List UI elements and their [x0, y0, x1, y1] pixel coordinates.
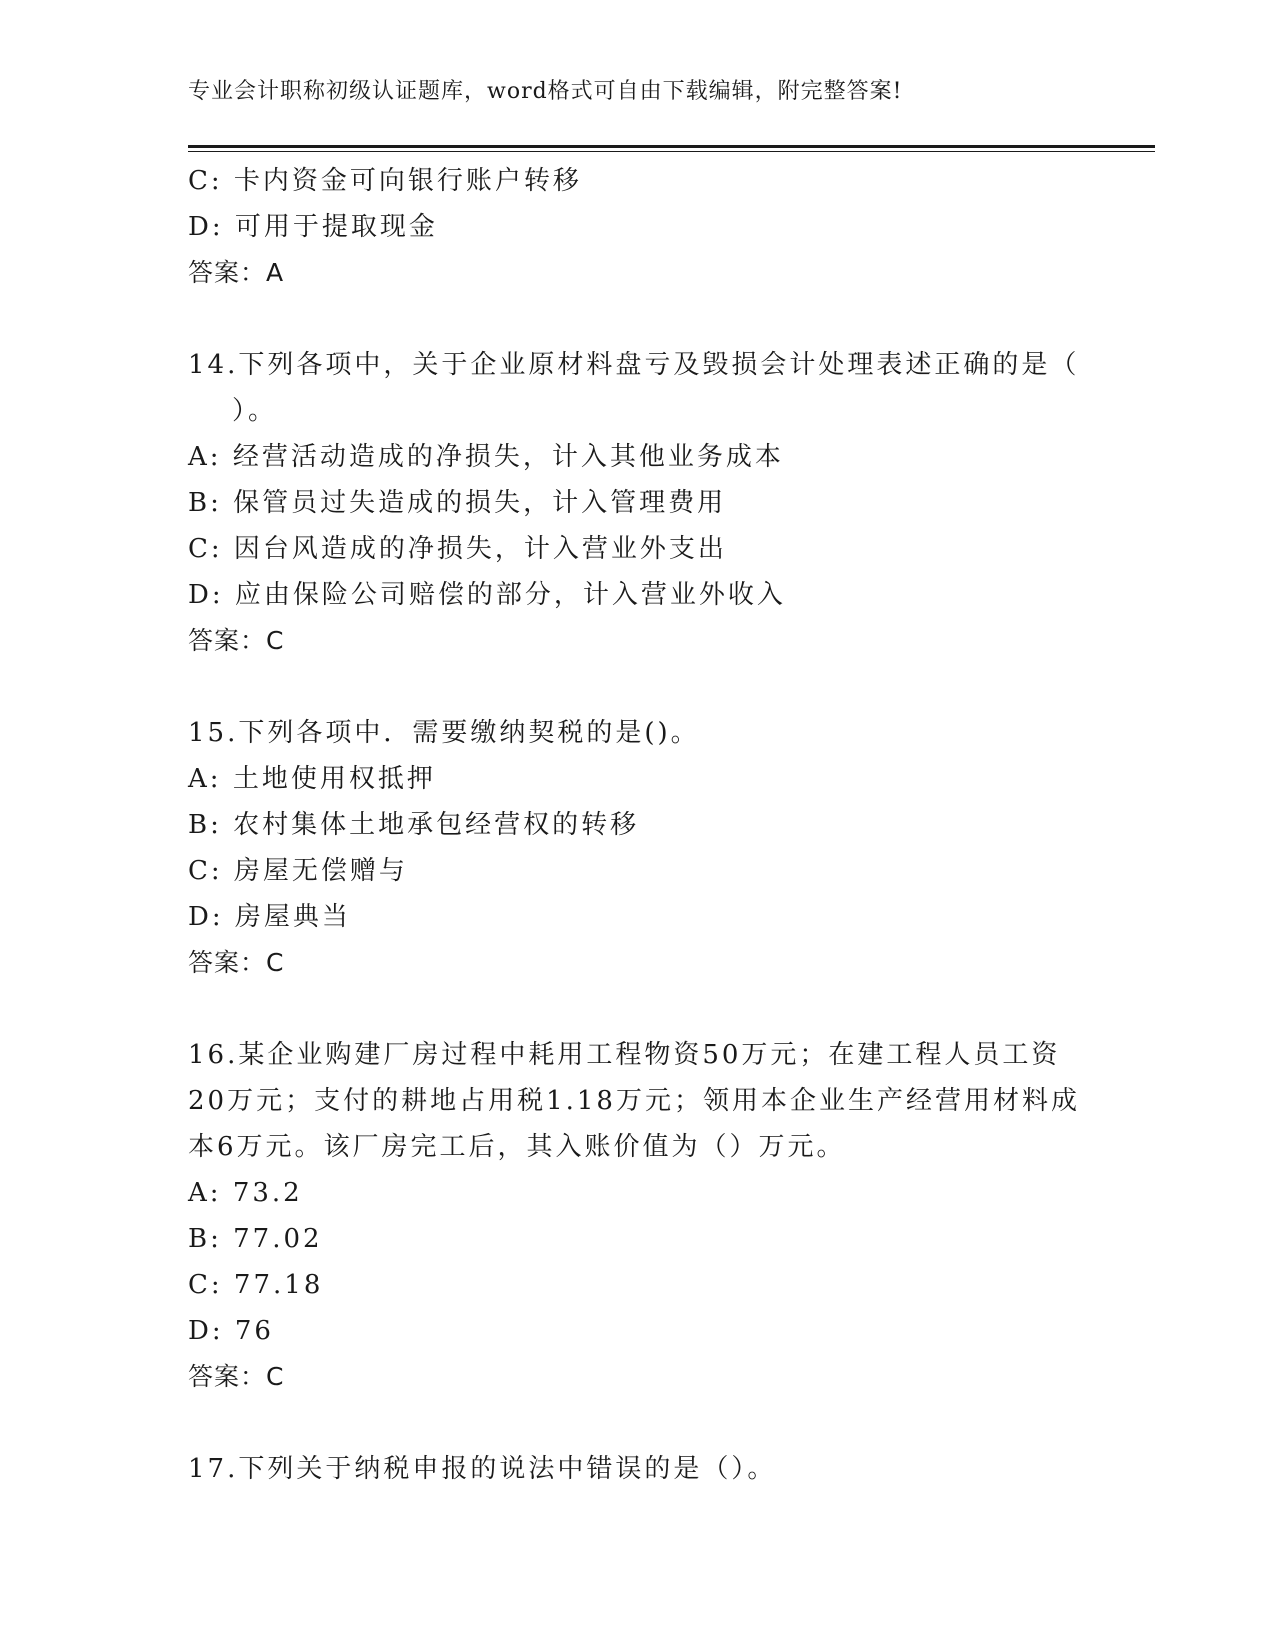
- spacer: [188, 986, 1088, 1032]
- option-d: D: 76: [188, 1316, 274, 1346]
- option-b: B: 保管员过失造成的损失，计入管理费用: [188, 488, 727, 518]
- question-content: [188, 158, 1088, 1492]
- question-16: [188, 1032, 1088, 1400]
- option-a: A: 土地使用权抵押: [188, 764, 436, 794]
- answer-line: 答案：C: [188, 1362, 285, 1391]
- spacer: [188, 664, 1088, 710]
- page-header: 专业会计职称初级认证题库，word格式可自由下载编辑，附完整答案!: [188, 79, 903, 104]
- option-a: A: 73.2: [188, 1178, 303, 1208]
- option-b: B: 农村集体土地承包经营权的转移: [188, 810, 640, 840]
- question-stem: 14.下列各项中，关于企业原材料盘亏及毁损会计处理表述正确的是（: [188, 350, 1080, 380]
- option-d: D: 应由保险公司赔偿的部分，计入营业外收入: [188, 580, 786, 610]
- spacer: [188, 296, 1088, 342]
- question-stem: 20万元；支付的耕地占用税1.18万元；领用本企业生产经营用材料成: [188, 1086, 1080, 1116]
- option-a: A: 经营活动造成的净损失，计入其他业务成本: [188, 442, 784, 472]
- question-15: [188, 710, 1088, 986]
- header-rule-thin: [188, 151, 1155, 152]
- question-stem: 本6万元。该厂房完工后，其入账价值为（）万元。: [188, 1132, 846, 1162]
- option-d: D: 可用于提取现金: [188, 212, 438, 242]
- question-fragment: [188, 158, 1088, 296]
- header-rule-thick: [188, 145, 1155, 148]
- answer-line: 答案：C: [188, 948, 285, 977]
- spacer: [188, 1400, 1088, 1446]
- option-c: C: 房屋无偿赠与: [188, 856, 408, 886]
- option-c: C: 卡内资金可向银行账户转移: [188, 166, 582, 196]
- question-stem: ）。: [232, 396, 278, 426]
- answer-line: 答案：C: [188, 626, 285, 655]
- question-stem: 16.某企业购建厂房过程中耗用工程物资50万元；在建工程人员工资: [188, 1040, 1061, 1070]
- option-b: B: 77.02: [188, 1224, 323, 1254]
- question-17: [188, 1446, 1088, 1492]
- question-14: [188, 342, 1088, 664]
- answer-line: 答案：A: [188, 258, 285, 287]
- option-c: C: 因台风造成的净损失，计入营业外支出: [188, 534, 727, 564]
- option-c: C: 77.18: [188, 1270, 324, 1300]
- question-stem: 17.下列关于纳税申报的说法中错误的是（）。: [188, 1454, 777, 1484]
- option-d: D: 房屋典当: [188, 902, 351, 932]
- question-stem: 15.下列各项中．需要缴纳契税的是()。: [188, 718, 700, 748]
